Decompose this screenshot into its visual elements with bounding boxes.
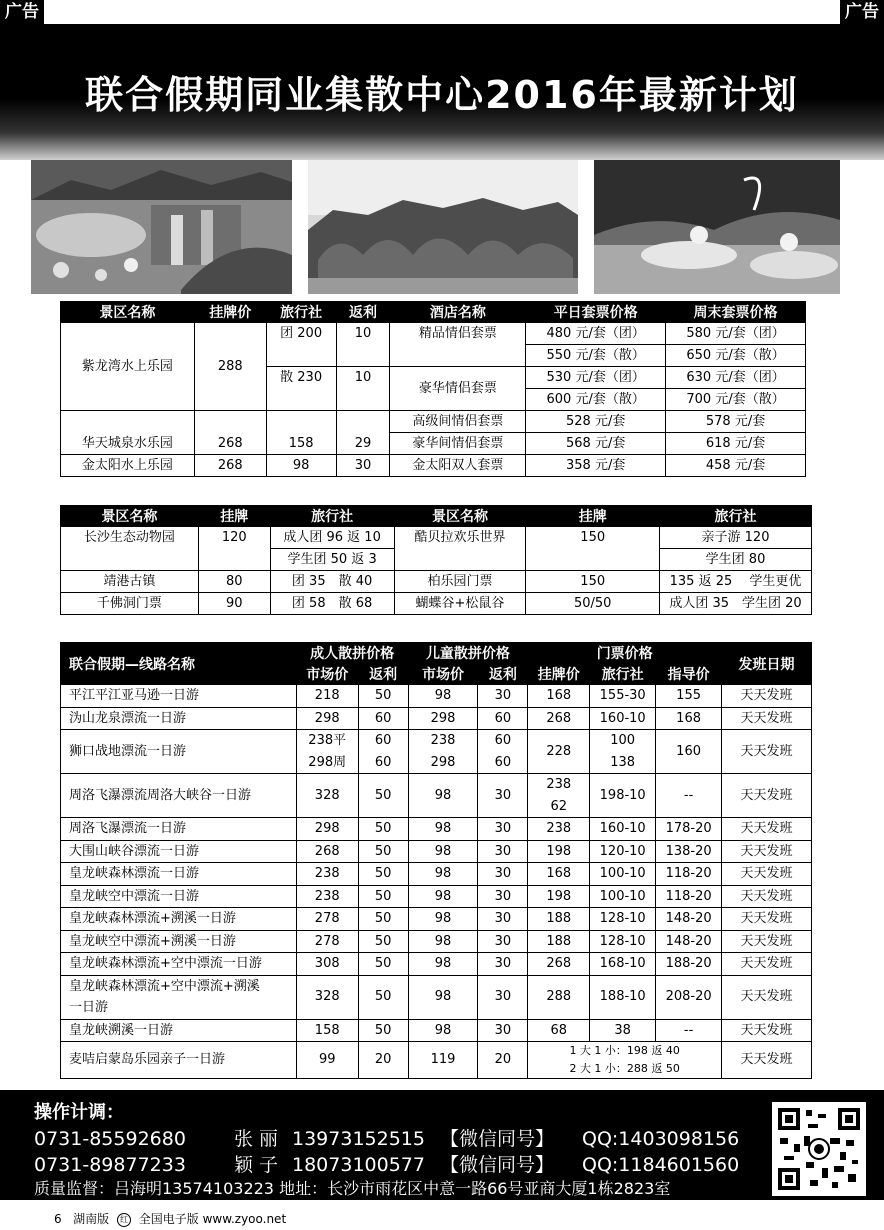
table-row xyxy=(61,1042,812,1079)
sub-header: 旅行社 xyxy=(590,664,656,685)
col-header: 景区名称 xyxy=(61,302,195,323)
agency-price: 学生团 80 xyxy=(660,549,812,571)
table-row xyxy=(61,411,806,433)
ad-label-right: 广告 xyxy=(840,0,884,24)
route-name: 皇龙峡溯溪一日游 xyxy=(61,1019,297,1042)
adult-rebate: 50 xyxy=(358,818,408,841)
agency-price: 135 返 25 学生更优 xyxy=(660,571,812,593)
child-rebate: 30 xyxy=(478,685,528,708)
list-price: 80 xyxy=(198,571,270,593)
route-name: 皇龙峡森林漂流+空中漂流一日游 xyxy=(61,953,297,976)
adult-rebate: 60 60 xyxy=(358,730,408,774)
route-name: 皇龙峡空中漂流+溯溪一日游 xyxy=(61,930,297,953)
attraction-name: 千佛洞门票 xyxy=(61,593,199,615)
hotel-name: 高级间情侣套票 xyxy=(390,411,526,433)
agency-price: 98 xyxy=(266,455,336,477)
ticket-agency-price: 100 138 xyxy=(590,730,656,774)
ticket-list-price: 188 xyxy=(528,908,590,931)
col-header: 酒店名称 xyxy=(390,302,526,323)
ticket-list-price: 228 xyxy=(528,730,590,774)
child-market-price: 98 xyxy=(408,840,478,863)
ticket-guide-price: 118-20 xyxy=(656,885,722,908)
route-name: 沩山龙泉漂流一日游 xyxy=(61,707,297,730)
weekday-price: 600 元/套（散） xyxy=(526,389,666,411)
rebate: 30 xyxy=(336,455,390,477)
page-title: 联合假期同业集散中心2016年最新计划 xyxy=(85,73,799,117)
hotel-name: 金太阳双人套票 xyxy=(390,455,526,477)
child-market-price: 238 298 xyxy=(408,730,478,774)
table-row xyxy=(61,975,812,1019)
agency-price: 成人团 35 学生团 20 xyxy=(660,593,812,615)
ticket-list-price: 238 62 xyxy=(528,774,590,818)
child-rebate: 60 xyxy=(478,707,528,730)
child-rebate: 30 xyxy=(478,908,528,931)
ticket-agency-price: 160-10 xyxy=(590,818,656,841)
adult-rebate: 50 xyxy=(358,975,408,1019)
child-market-price: 98 xyxy=(408,863,478,886)
table-row xyxy=(61,323,806,345)
child-market-price: 98 xyxy=(408,930,478,953)
adult-rebate: 50 xyxy=(358,774,408,818)
ticket-guide-price: 178-20 xyxy=(656,818,722,841)
adult-rebate: 50 xyxy=(358,863,408,886)
agency-price: 学生团 50 返 3 xyxy=(270,549,394,571)
route-name: 皇龙峡森林漂流一日游 xyxy=(61,863,297,886)
col-header: 旅行社 xyxy=(266,302,336,323)
ad-label-left: 广告 xyxy=(0,0,44,24)
adult-rebate: 50 xyxy=(358,685,408,708)
departure-date: 天天发班 xyxy=(722,818,812,841)
mobile: 18073100577 xyxy=(292,1154,425,1176)
agency-price: 成人团 96 返 10 xyxy=(270,527,394,549)
operator-label: 操作计调： xyxy=(34,1102,124,1123)
list-price: 288 xyxy=(194,323,266,411)
route-name: 麦咭启蒙岛乐园亲子一日游 xyxy=(61,1042,297,1079)
col-header: 旅行社 xyxy=(270,506,394,527)
child-rebate: 30 xyxy=(478,818,528,841)
route-name: 周洛飞瀑漂流一日游 xyxy=(61,818,297,841)
adult-rebate: 50 xyxy=(358,930,408,953)
departure-date: 天天发班 xyxy=(722,707,812,730)
agency-price: 亲子游 120 xyxy=(660,527,812,549)
mobile: 13973152515 xyxy=(292,1128,425,1150)
departure-date: 天天发班 xyxy=(722,685,812,708)
adult-rebate: 20 xyxy=(358,1042,408,1079)
ticket-list-price: 168 xyxy=(528,685,590,708)
weekday-price: 528 元/套 xyxy=(526,411,666,433)
adult-market-price: 328 xyxy=(296,975,358,1019)
adult-rebate: 50 xyxy=(358,840,408,863)
adult-rebate: 50 xyxy=(358,908,408,931)
weekend-price: 578 元/套 xyxy=(666,411,806,433)
ticket-agency-price: 120-10 xyxy=(590,840,656,863)
sub-header: 市场价 xyxy=(296,664,358,685)
child-market-price: 98 xyxy=(408,908,478,931)
weekday-price: 568 元/套 xyxy=(526,433,666,455)
ticket-agency-price: 128-10 xyxy=(590,908,656,931)
table-row xyxy=(61,863,812,886)
col-header: 周末套票价格 xyxy=(666,302,806,323)
ticket-list-price: 198 xyxy=(528,885,590,908)
ticket-guide-price: -- xyxy=(656,774,722,818)
park-name: 金太阳水上乐园 xyxy=(61,455,195,477)
water-park-price-table xyxy=(60,301,806,477)
ticket-guide-price: 160 xyxy=(656,730,722,774)
child-rebate: 60 60 xyxy=(478,730,528,774)
adult-rebate: 50 xyxy=(358,953,408,976)
attraction-name: 柏乐园门票 xyxy=(394,571,526,593)
ticket-list-price: 268 xyxy=(528,953,590,976)
rebate: 10 xyxy=(336,367,390,411)
list-price: 150 xyxy=(526,571,660,593)
ticket-guide-price: 188-20 xyxy=(656,953,722,976)
child-rebate: 30 xyxy=(478,930,528,953)
table-row xyxy=(61,774,812,818)
departure-date: 天天发班 xyxy=(722,1042,812,1079)
attraction-name: 长沙生态动物园 xyxy=(61,527,199,571)
route-name: 周洛飞瀑漂流周洛大峡谷一日游 xyxy=(61,774,297,818)
rafting-photo xyxy=(594,160,840,294)
qr-code-icon xyxy=(772,1102,866,1196)
weekend-price: 618 元/套 xyxy=(666,433,806,455)
table-row xyxy=(61,840,812,863)
ticket-agency-price: 168-10 xyxy=(590,953,656,976)
route-name: 平江平江亚马逊一日游 xyxy=(61,685,297,708)
phone: 0731-89877233 xyxy=(34,1154,186,1176)
table-row xyxy=(61,908,812,931)
ticket-list-price: 238 xyxy=(528,818,590,841)
child-rebate: 30 xyxy=(478,975,528,1019)
table-row xyxy=(61,885,812,908)
adult-market-price: 238 xyxy=(296,863,358,886)
hotel-name: 豪华间情侣套票 xyxy=(390,433,526,455)
child-rebate: 30 xyxy=(478,774,528,818)
ticket-agency-price: 160-10 xyxy=(590,707,656,730)
table-row xyxy=(61,571,812,593)
route-name: 皇龙峡空中漂流一日游 xyxy=(61,885,297,908)
ticket-list-price: 68 xyxy=(528,1019,590,1042)
wechat-note: 【微信同号】 xyxy=(440,1128,555,1150)
contact-footer xyxy=(0,1090,884,1200)
route-price-table xyxy=(60,642,812,1079)
ticket-agency-price: 155-30 xyxy=(590,685,656,708)
list-price: 50/50 xyxy=(526,593,660,615)
col-header: 景区名称 xyxy=(61,506,199,527)
child-market-price: 98 xyxy=(408,1019,478,1042)
departure-date: 天天发班 xyxy=(722,953,812,976)
child-rebate: 30 xyxy=(478,863,528,886)
route-name: 皇龙峡森林漂流+溯溪一日游 xyxy=(61,908,297,931)
adult-market-price: 308 xyxy=(296,953,358,976)
ticket-agency-price: 188-10 xyxy=(590,975,656,1019)
ticket-agency-price: 198-10 xyxy=(590,774,656,818)
contact-line-2 xyxy=(34,1150,739,1177)
col-header: 旅行社 xyxy=(660,506,812,527)
child-rebate: 30 xyxy=(478,840,528,863)
hotel-name: 精品情侣套票 xyxy=(390,323,526,367)
contact-line-1 xyxy=(34,1124,739,1151)
adult-market-price: 298 xyxy=(296,707,358,730)
adult-market-price: 328 xyxy=(296,774,358,818)
route-rows xyxy=(61,685,812,1042)
phone: 0731-85592680 xyxy=(34,1128,186,1150)
ticket-guide-price: 148-20 xyxy=(656,930,722,953)
ticket-guide-price: -- xyxy=(656,1019,722,1042)
child-rebate: 30 xyxy=(478,953,528,976)
agency-price: 团 35 散 40 xyxy=(270,571,394,593)
side-note: 由广告主提供图片及文字 xyxy=(874,1100,881,1166)
col-header: 平日套票价格 xyxy=(526,302,666,323)
ticket-agency-price: 128-10 xyxy=(590,930,656,953)
park-name: 紫龙湾水上乐园 xyxy=(61,323,195,411)
weekend-price: 458 元/套 xyxy=(666,455,806,477)
adult-rebate: 60 xyxy=(358,707,408,730)
departure-date: 天天发班 xyxy=(722,1019,812,1042)
table-row xyxy=(61,818,812,841)
table-row xyxy=(61,953,812,976)
table-row xyxy=(61,527,812,549)
col-header: 挂牌 xyxy=(198,506,270,527)
route-name: 大围山峡谷漂流一日游 xyxy=(61,840,297,863)
contact-name: 张 丽 xyxy=(234,1128,279,1150)
ticket-guide-price: 148-20 xyxy=(656,908,722,931)
col-header: 景区名称 xyxy=(394,506,526,527)
qq: QQ:1184601560 xyxy=(582,1154,740,1176)
agency-price: 团 58 散 68 xyxy=(270,593,394,615)
sub-header: 挂牌价 xyxy=(528,664,590,685)
table-header-row xyxy=(61,506,812,527)
agency-price: 158 xyxy=(266,411,336,455)
weekend-price: 700 元/套（散） xyxy=(666,389,806,411)
table-row xyxy=(61,730,812,774)
route-name: 皇龙峡森林漂流+空中漂流+溯溪 一日游 xyxy=(61,975,297,1019)
child-market-price: 119 xyxy=(408,1042,478,1079)
col-header-adult: 成人散拼价格 xyxy=(296,643,408,664)
ticket-list-price: 168 xyxy=(528,863,590,886)
weekday-price: 358 元/套 xyxy=(526,455,666,477)
ticket-guide-price: 155 xyxy=(656,685,722,708)
page-footer xyxy=(54,1210,286,1227)
water-park-photo xyxy=(31,160,292,294)
rebate: 29 xyxy=(336,411,390,455)
route-name: 狮口战地漂流一日游 xyxy=(61,730,297,774)
child-rebate: 30 xyxy=(478,1019,528,1042)
table-row xyxy=(61,593,812,615)
table-row xyxy=(61,707,812,730)
sub-header: 返利 xyxy=(478,664,528,685)
rebate: 10 xyxy=(336,323,390,367)
adult-market-price: 238平 298周 xyxy=(296,730,358,774)
park-name: 华天城泉水乐园 xyxy=(61,411,195,455)
adult-market-price: 218 xyxy=(296,685,358,708)
attraction-name: 靖港古镇 xyxy=(61,571,199,593)
hotel-name: 豪华情侣套票 xyxy=(390,367,526,411)
ticket-guide-price: 208-20 xyxy=(656,975,722,1019)
ticket-guide-price: 168 xyxy=(656,707,722,730)
child-market-price: 98 xyxy=(408,953,478,976)
brand-logo-icon: 红 xyxy=(117,1213,131,1227)
child-market-price: 98 xyxy=(408,818,478,841)
child-rebate: 20 xyxy=(478,1042,528,1079)
ticket-agency-price: 100-10 xyxy=(590,885,656,908)
adult-market-price: 238 xyxy=(296,885,358,908)
ticket-list-price: 268 xyxy=(528,707,590,730)
child-market-price: 98 xyxy=(408,885,478,908)
sub-header: 返利 xyxy=(358,664,408,685)
agency-price: 散 230 xyxy=(266,367,336,411)
departure-date: 天天发班 xyxy=(722,840,812,863)
ticket-combo xyxy=(528,1042,722,1079)
wechat-note: 【微信同号】 xyxy=(440,1154,555,1176)
qq: QQ:1403098156 xyxy=(582,1128,740,1150)
route-last-row xyxy=(61,1042,812,1079)
weekday-price: 530 元/套（团） xyxy=(526,367,666,389)
edition: 湖南版 xyxy=(73,1212,110,1226)
quality-supervision: 质量监督：吕海明13574103223 地址：长沙市雨花区中意一路66号亚商大厦1栋2823室 xyxy=(34,1179,671,1198)
col-header: 挂牌 xyxy=(526,506,660,527)
ticket-agency-price: 100-10 xyxy=(590,863,656,886)
ticket-list-price: 188 xyxy=(528,930,590,953)
adult-market-price: 278 xyxy=(296,930,358,953)
child-rebate: 30 xyxy=(478,885,528,908)
table-row xyxy=(61,455,806,477)
departure-date: 天天发班 xyxy=(722,730,812,774)
departure-date: 天天发班 xyxy=(722,885,812,908)
adult-market-price: 298 xyxy=(296,818,358,841)
departure-date: 天天发班 xyxy=(722,774,812,818)
ticket-combo-line: 2 大 1 小：288 返 50 xyxy=(569,1062,680,1075)
attraction-name: 酷贝拉欢乐世界 xyxy=(394,527,526,571)
list-price: 90 xyxy=(198,593,270,615)
child-market-price: 98 xyxy=(408,774,478,818)
table-header-row xyxy=(61,302,806,323)
list-price: 268 xyxy=(194,411,266,455)
ticket-list-price: 198 xyxy=(528,840,590,863)
sub-header: 指导价 xyxy=(656,664,722,685)
col-header: 挂牌价 xyxy=(194,302,266,323)
adult-market-price: 268 xyxy=(296,840,358,863)
list-price: 150 xyxy=(526,527,660,571)
attraction-price-table xyxy=(60,505,812,615)
adult-market-price: 278 xyxy=(296,908,358,931)
weekday-price: 550 元/套（散） xyxy=(526,345,666,367)
departure-date: 天天发班 xyxy=(722,930,812,953)
col-header-ticket: 门票价格 xyxy=(528,643,722,664)
weekend-price: 630 元/套（团） xyxy=(666,367,806,389)
col-header: 返利 xyxy=(336,302,390,323)
ticket-combo-line: 1 大 1 小：198 返 40 xyxy=(569,1044,680,1057)
adult-market-price: 99 xyxy=(296,1042,358,1079)
adult-rebate: 50 xyxy=(358,885,408,908)
agency-price: 团 200 xyxy=(266,323,336,367)
attraction-name: 蝴蝶谷+松鼠谷 xyxy=(394,593,526,615)
col-header-route: 联合假期—线路名称 xyxy=(61,643,297,685)
departure-date: 天天发班 xyxy=(722,908,812,931)
child-market-price: 98 xyxy=(408,685,478,708)
contact-name: 颖 子 xyxy=(234,1154,279,1176)
ticket-agency-price: 38 xyxy=(590,1019,656,1042)
table-row xyxy=(61,685,812,708)
brand-name: 全国电子版 xyxy=(138,1212,199,1226)
ticket-list-price: 288 xyxy=(528,975,590,1019)
header-banner xyxy=(0,24,884,160)
departure-date: 天天发班 xyxy=(722,975,812,1019)
table-row xyxy=(61,930,812,953)
ticket-guide-price: 138-20 xyxy=(656,840,722,863)
child-market-price: 298 xyxy=(408,707,478,730)
page-number: 6 xyxy=(54,1212,62,1226)
departure-date: 天天发班 xyxy=(722,863,812,886)
weekend-price: 650 元/套（散） xyxy=(666,345,806,367)
ticket-guide-price: 118-20 xyxy=(656,863,722,886)
adult-rebate: 50 xyxy=(358,1019,408,1042)
table-row xyxy=(61,1019,812,1042)
website-link[interactable]: www.zyoo.net xyxy=(202,1212,287,1226)
table-header-row xyxy=(61,643,812,664)
list-price: 268 xyxy=(194,455,266,477)
adult-market-price: 158 xyxy=(296,1019,358,1042)
weekend-price: 580 元/套（团） xyxy=(666,323,806,345)
col-header-child: 儿童散拼价格 xyxy=(408,643,528,664)
col-header-date: 发班日期 xyxy=(722,643,812,685)
sub-header: 市场价 xyxy=(408,664,478,685)
elephant-sculpture-photo xyxy=(308,160,578,294)
weekday-price: 480 元/套（团） xyxy=(526,323,666,345)
list-price: 120 xyxy=(198,527,270,571)
child-market-price: 98 xyxy=(408,975,478,1019)
